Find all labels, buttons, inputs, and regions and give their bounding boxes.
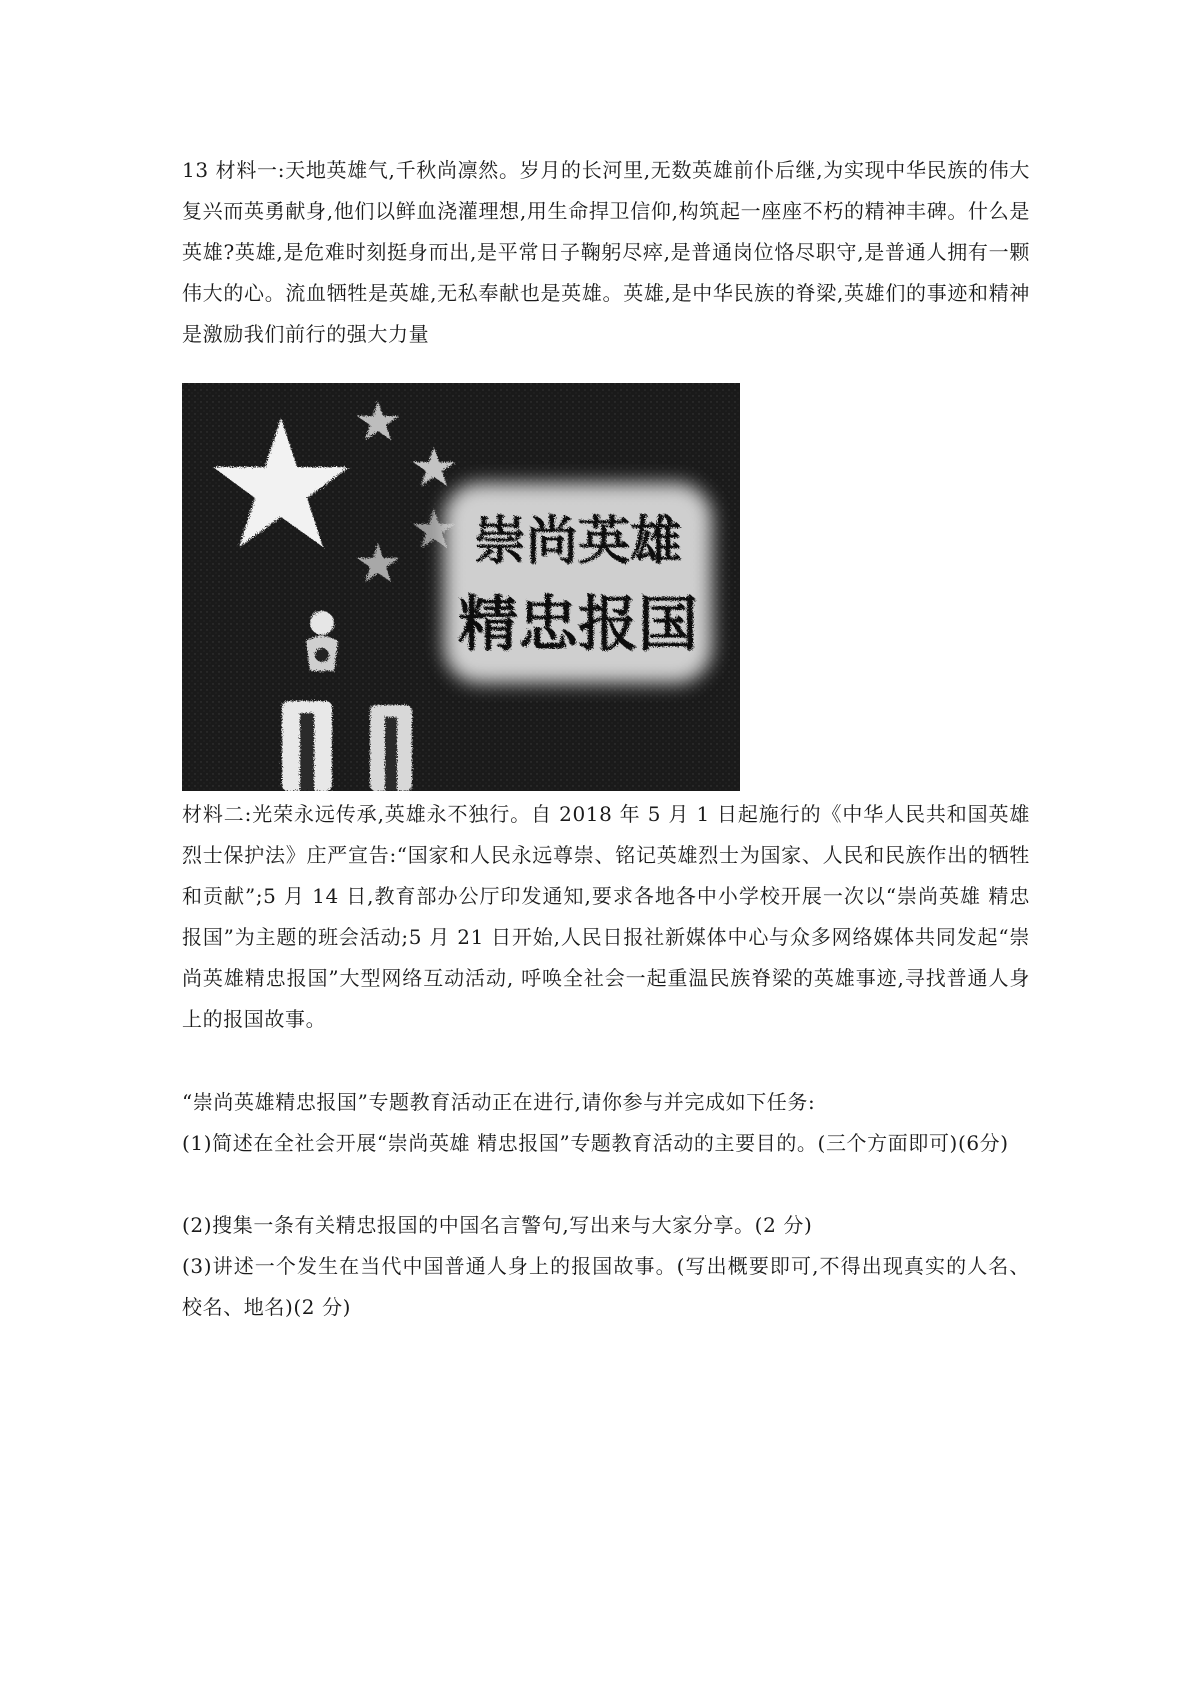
poster-slogan-line1: 崇尚英雄: [473, 512, 683, 572]
heroes-poster-image: [182, 383, 740, 791]
question-3: (3)讲述一个发生在当代中国普通人身上的报国故事。(写出概要即可,不得出现真实的人名、校名、地名)(2 分): [182, 1254, 1030, 1319]
child-figure-icon: [306, 611, 338, 671]
question-1: (1)简述在全社会开展“崇尚英雄 精忠报国”专题教育活动的主要目的。(三个方面即可)(6分): [182, 1131, 1009, 1155]
material-two-paragraph: 材料二:光荣永远传承,英雄永不独行。自 2018 年 5 月 1 日起施行的《中华人民共和国英雄烈士保护法》庄严宣告:“国家和人民永远尊崇、铭记英雄烈士为国家、人民和民族作出的牺牲和贡献”;5 月 14 日,教育部办公厅印发通知,要求各地各中小学校开展一次以“崇尚英雄 精忠报国”为主题的班会活动;5 月 21 日开始,人民日报社新媒体中心与众多网络媒体共同发起“崇尚英雄精忠报国”大型网络互动活动, 呼唤全社会一起重温民族脊梁的英雄事迹,寻找普通人身上的报国故事。: [182, 802, 1030, 1031]
poster-slogan-line2: 精忠报国: [458, 590, 698, 660]
material-one-paragraph: 13 材料一:天地英雄气,千秋尚凛然。岁月的长河里,无数英雄前仆后继,为实现中华民族的伟大复兴而英勇献身,他们以鲜血浇灌理想,用生命捍卫信仰,构筑起一座座不朽的精神丰碑。什么是英雄?英雄,是危难时刻挺身而出,是平常日子鞠躬尽瘁,是普通岗位恪尽职守,是普通人拥有一颗伟大的心。流血牺牲是英雄,无私奉献也是英雄。英雄,是中华民族的脊梁,英雄们的事迹和精神是激励我们前行的强大力量: [182, 158, 1030, 346]
task-instruction: “崇尚英雄精忠报国”专题教育活动正在进行,请你参与并完成如下任务:: [182, 1090, 816, 1114]
question-2: (2)搜集一条有关精忠报国的中国名言警句,写出来与大家分享。(2 分): [182, 1213, 813, 1237]
